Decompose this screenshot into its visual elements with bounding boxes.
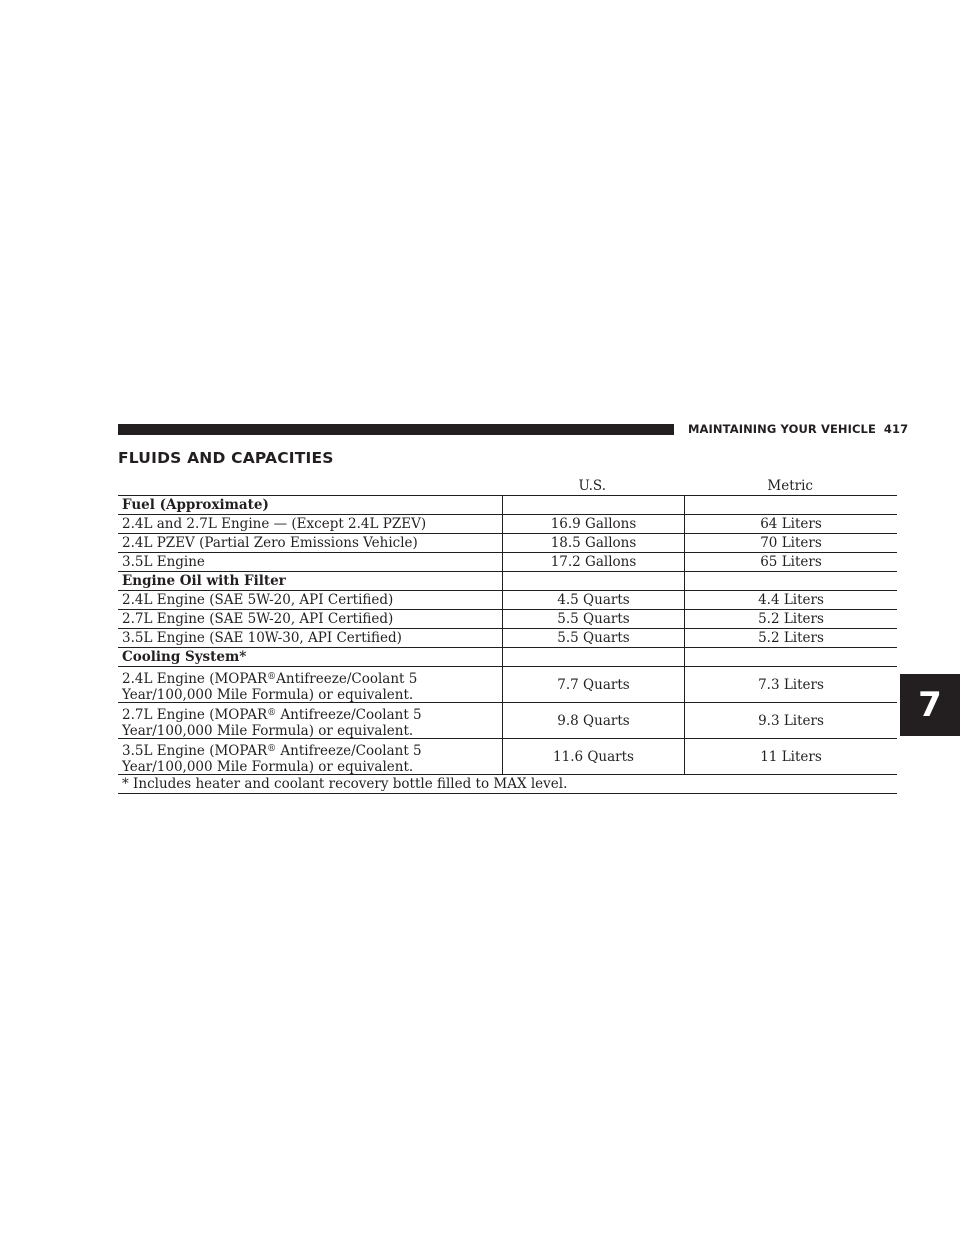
row-label: 2.4L Engine (SAE 5W-20, API Certified) bbox=[122, 592, 394, 608]
row-us-value: 9.8 Quarts bbox=[502, 703, 684, 738]
table-row bbox=[118, 629, 897, 648]
row-us-value: 11.6 Quarts bbox=[502, 739, 684, 774]
row-metric-value: 65 Liters bbox=[684, 553, 897, 571]
row-label-line1-rest: Antifreeze/Coolant 5 bbox=[276, 743, 422, 759]
row-label bbox=[118, 703, 502, 738]
table-row bbox=[118, 667, 897, 703]
row-us-value: 18.5 Gallons bbox=[502, 534, 684, 552]
row-metric-value bbox=[684, 572, 897, 590]
table-row bbox=[118, 703, 897, 739]
row-metric-value: 5.2 Liters bbox=[684, 610, 897, 628]
row-us-value: 16.9 Gallons bbox=[502, 515, 684, 533]
row-us-value bbox=[502, 648, 684, 666]
row-label-line1-rest: Antifreeze/Coolant 5 bbox=[276, 707, 422, 723]
table-row-cooling-heading bbox=[118, 648, 897, 667]
row-label-line1-rest: Antifreeze/Coolant 5 bbox=[276, 671, 418, 687]
table-header-blank bbox=[118, 477, 502, 495]
table-footnote: * Includes heater and coolant recovery bottle filled to MAX level. bbox=[122, 776, 568, 792]
row-label-line1: 2.4L Engine (MOPAR bbox=[122, 671, 268, 687]
row-metric-value: 7.3 Liters bbox=[684, 667, 897, 702]
table-header-row bbox=[118, 477, 897, 496]
column-header-us: U.S. bbox=[578, 478, 606, 494]
row-us-value: 5.5 Quarts bbox=[502, 610, 684, 628]
row-label bbox=[118, 739, 502, 774]
row-label: 2.7L Engine (SAE 5W-20, API Certified) bbox=[122, 611, 394, 627]
row-label: 2.4L PZEV (Partial Zero Emissions Vehicle) bbox=[122, 535, 418, 551]
row-us-value: 17.2 Gallons bbox=[502, 553, 684, 571]
row-metric-value: 9.3 Liters bbox=[684, 703, 897, 738]
chapter-tab: 7 bbox=[900, 674, 960, 736]
row-us-value bbox=[502, 496, 684, 514]
capacities-table bbox=[118, 477, 897, 794]
table-row bbox=[118, 553, 897, 572]
row-label: 2.4L and 2.7L Engine — (Except 2.4L PZEV) bbox=[122, 516, 427, 532]
row-label-line1: 2.7L Engine (MOPAR bbox=[122, 707, 268, 723]
row-metric-value: 11 Liters bbox=[684, 739, 897, 774]
row-us-value: 7.7 Quarts bbox=[502, 667, 684, 702]
registered-mark: ® bbox=[267, 708, 277, 718]
row-us-value: 5.5 Quarts bbox=[502, 629, 684, 647]
row-metric-value bbox=[684, 496, 897, 514]
table-row bbox=[118, 591, 897, 610]
header-rule-bar bbox=[118, 424, 674, 435]
section-title: FLUIDS AND CAPACITIES bbox=[118, 449, 334, 467]
row-metric-value: 4.4 Liters bbox=[684, 591, 897, 609]
table-row-oil-heading bbox=[118, 572, 897, 591]
row-label: 3.5L Engine (SAE 10W-30, API Certified) bbox=[122, 630, 402, 646]
row-us-value: 4.5 Quarts bbox=[502, 591, 684, 609]
registered-mark: ® bbox=[267, 744, 277, 754]
table-row bbox=[118, 534, 897, 553]
row-metric-value bbox=[684, 648, 897, 666]
table-footnote-row bbox=[118, 775, 897, 794]
running-title: MAINTAINING YOUR VEHICLE bbox=[688, 422, 876, 436]
registered-mark: ® bbox=[267, 672, 277, 682]
table-row bbox=[118, 515, 897, 534]
table-row bbox=[118, 739, 897, 775]
row-label: 3.5L Engine bbox=[122, 554, 205, 570]
row-metric-value: 64 Liters bbox=[684, 515, 897, 533]
row-metric-value: 70 Liters bbox=[684, 534, 897, 552]
row-label bbox=[118, 667, 502, 702]
page-number: 417 bbox=[883, 422, 909, 436]
row-label-line2: Year/100,000 Mile Formula) or equivalent. bbox=[122, 759, 414, 775]
row-us-value bbox=[502, 572, 684, 590]
row-label: Fuel (Approximate) bbox=[122, 497, 269, 513]
column-header-metric: Metric bbox=[767, 478, 813, 494]
table-row-fuel-heading bbox=[118, 496, 897, 515]
row-label-line1: 3.5L Engine (MOPAR bbox=[122, 743, 268, 759]
row-label-line2: Year/100,000 Mile Formula) or equivalent. bbox=[122, 723, 414, 739]
row-label: Engine Oil with Filter bbox=[122, 573, 286, 589]
row-metric-value: 5.2 Liters bbox=[684, 629, 897, 647]
running-header bbox=[688, 421, 909, 437]
row-label-line2: Year/100,000 Mile Formula) or equivalent. bbox=[122, 687, 414, 703]
table-row bbox=[118, 610, 897, 629]
row-label: Cooling System* bbox=[122, 649, 247, 665]
